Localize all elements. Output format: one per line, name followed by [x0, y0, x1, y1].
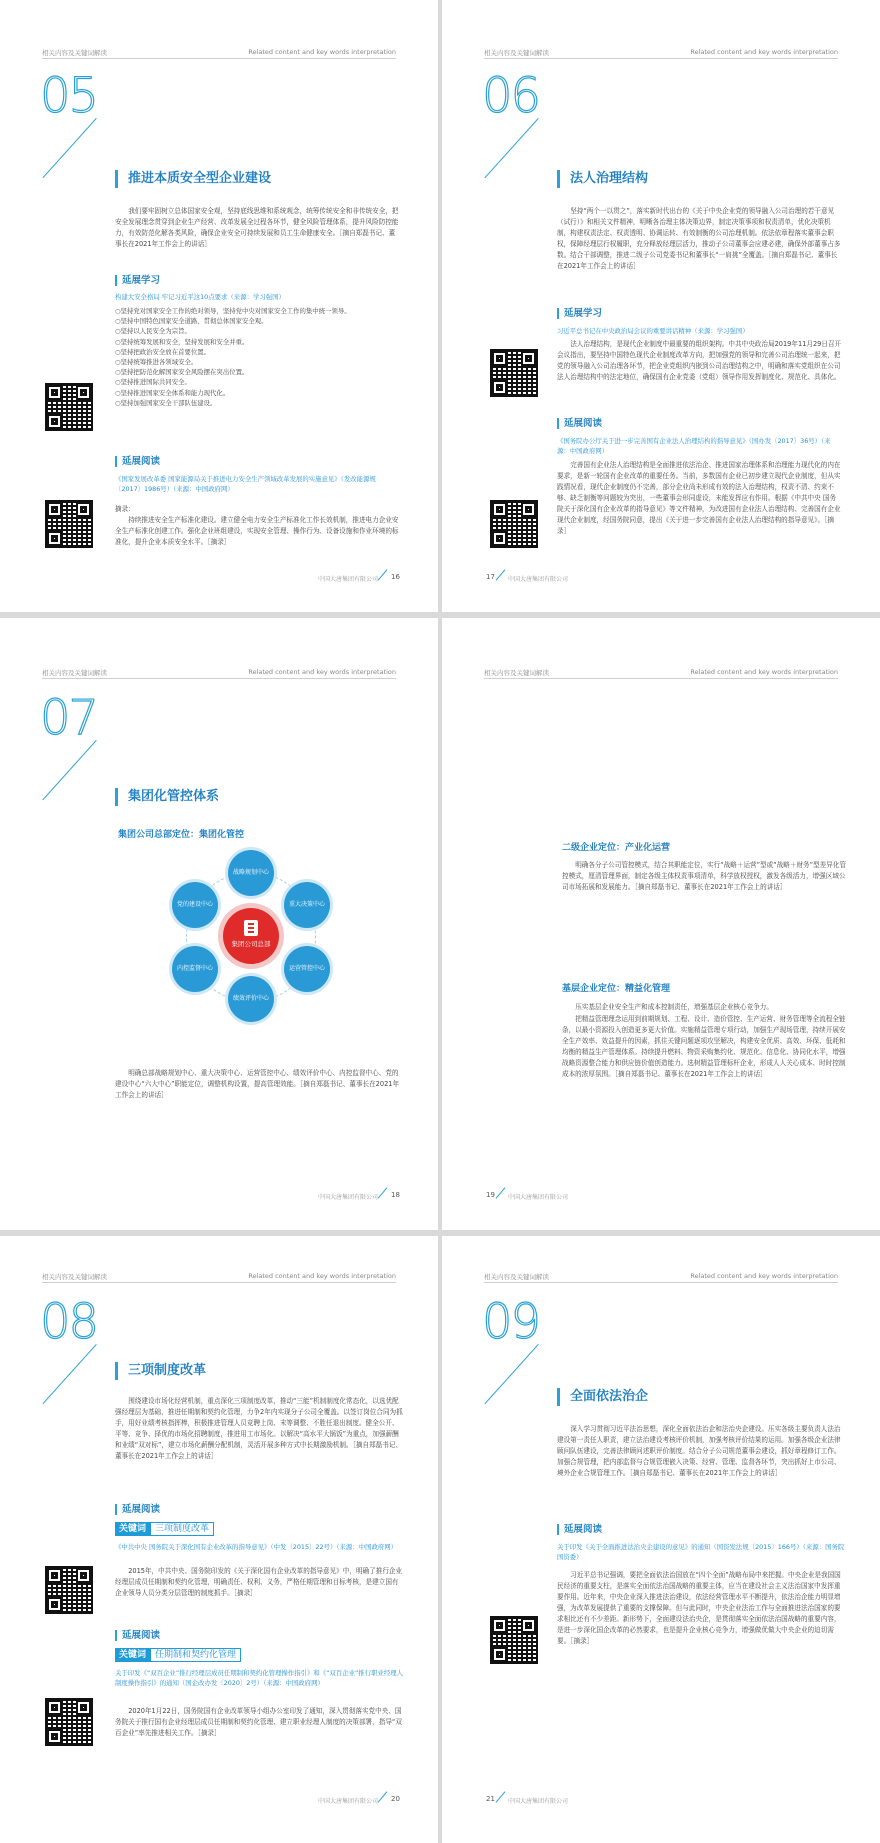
node-supervision [172, 946, 218, 992]
excerpt-label: 摘录： [115, 505, 135, 513]
secondary-text: 明确各分子公司管控模式，结合其职能定位，实行“战略＋运营”型或“战略＋财务”型差异化管控模式，厘清管理界面，制定各级主体权责事项清单，科学放权授权，激发各级活力，增强区域公司市场拓展和发展能力。［摘自郑磊书记、董事长在2021年工作会上的讲话］ [562, 861, 847, 891]
source-link[interactable]: 关于印发《关于全面推进法治央企建设的意见》的通知（国资发法规〔2015〕166号）（来源：国务院国资委） [557, 1543, 845, 1561]
qr-code[interactable] [45, 1698, 93, 1746]
page-header [42, 668, 396, 679]
chapter-number: 07 [40, 690, 98, 746]
list-item: ○坚持推进国际共同安全。 [115, 378, 191, 387]
section-heading-reading-2: 延展阅读 [115, 1630, 160, 1641]
header-left: 相关内容及关键词解读 [484, 1273, 549, 1281]
page-header [42, 48, 396, 59]
qr-code[interactable] [45, 500, 93, 548]
section-heading-study: 延展学习 [115, 275, 160, 286]
qr-code[interactable] [45, 383, 93, 431]
page-number: 17 [486, 573, 495, 581]
header-right: Related content and key words interpretation [690, 1272, 838, 1280]
page-number: 20 [391, 1795, 400, 1803]
list-item: ○坚持党对国家安全工作的绝对领导，坚持党中央对国家安全工作的集中统一领导。 [115, 307, 351, 315]
basic-text-b: 把精益管理理念运用到前期规划、工程、设计、造价管控、生产运营、财务管理等全流程全链条，以最小资源投入创造更多更大价值。实施精益管理专项行动，加强生产现场管理，持续开展安全生产效率、效益提升的因素，抓住关键问题逐项攻坚解决，构建安全优质、高效、环保、低耗和均衡的精益生产管理体系。持续提升燃料、物资采购集约化、规范化、信息化、协同化水平，增强战略资源整合能力和供应链价值创造能力。选树精益管理标杆企业，形成人人关心成本、时时控制成本的浓厚氛围。［摘自郑磊书记、董事长在2021年工作会上的讲话］ [562, 1015, 846, 1078]
node-label: 战略规划中心 [232, 869, 269, 876]
reading-text-1: 2015年，中共中央、国务院印发的《关于深化国有企业改革的指导意见》中，明确了推行企业经理层成员任期制和契约化管理，明确责任、权利、义务，严格任期管理和目标考核，是建立国有企业领导人员分类分层管理的制度抓手。［摘录］ [115, 1567, 403, 1597]
page-number: 19 [486, 1191, 495, 1199]
page-number: 18 [391, 1191, 400, 1199]
page-number: 16 [391, 573, 400, 581]
node-operation [284, 946, 330, 992]
keyword-tag: 关键词 [115, 1522, 150, 1536]
center-label: 集团公司总部 [231, 940, 271, 948]
footer-company: 中国大唐集团有限公司 [318, 1798, 379, 1805]
qr-code[interactable] [490, 1616, 538, 1664]
sub-heading-secondary: 二级企业定位：产业化运营 [562, 843, 671, 853]
source-link-2[interactable]: 关于印发《“双百企业”推行经理层成员任期制和契约化管理操作指引》和《“双百企业”推行职业经理人制度操作指引》的通知（国企改办发〔2020〕2号）（来源：中国政府网） [115, 1669, 404, 1687]
decor-slash [42, 740, 96, 800]
footer-company: 中国大唐集团有限公司 [318, 576, 379, 583]
page-number: 21 [486, 1795, 495, 1803]
sub-heading-basic: 基层企业定位：精益化管理 [562, 984, 671, 994]
node-label: 党的建设中心 [176, 901, 213, 908]
page-title: 三项制度改革 [115, 1362, 206, 1380]
header-left: 相关内容及关键词解读 [42, 49, 107, 57]
keyword-badge-2 [115, 1648, 241, 1662]
chapter-number: 08 [40, 1294, 98, 1350]
page-slash [378, 1187, 388, 1198]
source-link-study[interactable]: 构建大安全格局 牢记习近平这10点要求（来源：学习强国） [115, 293, 285, 301]
list-item: ○坚持加强国家安全干部队伍建设。 [115, 398, 217, 407]
section-heading-study: 延展学习 [557, 308, 602, 319]
qr-code[interactable] [490, 500, 538, 548]
list-item: ○坚持统筹推进各领域安全。 [115, 358, 198, 367]
list-item: ○坚持中国特色国家安全道路，贯彻总体国家安全观。 [115, 317, 268, 326]
page-header [42, 1272, 396, 1283]
node-party [172, 882, 218, 928]
header-left: 相关内容及关键词解读 [484, 669, 549, 677]
list-item: ○坚持把政治安全放在首要位置。 [115, 347, 211, 356]
keyword-text: 三项制度改革 [150, 1522, 214, 1536]
building-icon [244, 920, 258, 936]
chapter-number: 05 [40, 68, 98, 124]
page-17 [442, 0, 880, 612]
excerpt-text: 持续推进安全生产标准化建设。建立健全电力安全生产标准化工作长效机制，推进电力企业安全生产标准化创建工作。强化企业班组建设，实现安全管理、操作行为、设备设施和作业环境的标准化，提升企业本质安全水平。［摘录］ [115, 516, 399, 546]
header-right: Related content and key words interpretation [248, 668, 396, 676]
node-evaluation [228, 976, 274, 1022]
keyword-badge-1 [115, 1522, 214, 1536]
page-header [484, 48, 838, 59]
page-slash [378, 1791, 388, 1802]
body-text: 明确总部战略规划中心、重大决策中心、运营管控中心、绩效评价中心、内控监督中心、党的建设中心“六大中心”职能定位，调整机构设置，提高管理效能。［摘自郑磊书记、董事长在2021年工作会上的讲话］ [115, 1069, 400, 1099]
header-right: Related content and key words interpretation [248, 1272, 396, 1280]
chapter-number: 09 [482, 1294, 540, 1350]
node-label: 重大决策中心 [288, 901, 325, 908]
list-item: ○坚持把防范化解国家安全风险摆在突出位置。 [115, 368, 249, 377]
source-link-study[interactable]: 习近平总书记在中央政治局会议的重要讲话精神（来源：学习强国） [557, 327, 749, 335]
reading-text-2: 2020年1月22日，国务院国有企业改革领导小组办公室印发了通知，深入贯彻落实党中央、国务院关于推行国有企业经理层成员任期制和契约化管理、建立职业经理人制度的决策部署，指导“双百企业”率先推进相关工作。［摘录］ [115, 1707, 402, 1737]
qr-code[interactable] [490, 349, 538, 397]
list-item: ○坚持统筹发展和安全，坚持发展和安全并重。 [115, 337, 249, 346]
decor-slash [42, 1344, 96, 1404]
basic-text-a: 压实基层企业安全生产和成本控制责任，增强基层企业核心竞争力。 [575, 1003, 773, 1011]
page-title: 全面依法治企 [557, 1388, 648, 1406]
node-label: 绩效评价中心 [232, 995, 269, 1002]
decor-slash [484, 1344, 538, 1404]
node-strategy [228, 850, 274, 896]
page-title: 集团化管控体系 [115, 788, 219, 806]
list-item: ○坚持推进国家安全体系和能力现代化。 [115, 388, 230, 397]
source-link-reading[interactable]: 《国家发展改革委 国家能源局关于推进电力安全生产领域改革发展的实施意见》（发改能源规〔2017〕1986号）（来源：中国政府网） [115, 475, 376, 493]
header-left: 相关内容及关键词解读 [484, 49, 549, 57]
page-slash [496, 1791, 506, 1802]
footer-company: 中国大唐集团有限公司 [508, 1798, 569, 1805]
node-decision [284, 882, 330, 928]
decor-slash [42, 118, 96, 178]
page-16 [0, 0, 438, 612]
footer-company: 中国大唐集团有限公司 [508, 576, 569, 583]
node-label: 内控监督中心 [176, 965, 213, 972]
section-heading-reading: 延展阅读 [557, 418, 602, 429]
intro-text: 坚持“两个一以贯之”，落实新时代出台的《关于中央企业党的领导融入公司治理的若干意见（试行）》和相关文件精神，明晰各治理主体决策边界，制定决策事项和权责清单，优化决策机制，构建权责法定、权责透明、协调运转、有效制衡的公司治理机制。依法依章程落实董事会职权，保障经理层行权履职，充分释放经理层活力，推动子公司董事会应建必建，确保外部董事占多数。结合干部调整，推进二级子公司党委书记和董事长“一肩挑”全覆盖。［摘自郑磊书记、董事长在2021年工作会上的讲话］ [557, 207, 841, 270]
requirements-list [115, 306, 400, 408]
page-slash [378, 569, 388, 580]
header-left: 相关内容及关键词解读 [42, 1273, 107, 1281]
intro-text: 我们要牢固树立总体国家安全观，坚持底线思维和系统观念，统筹传统安全和非传统安全，把安全发展理念贯穿到企业生产经营、改革发展全过程各环节，健全风险管理体系，提升风险防控能力，有效防范化解各类风险，确保企业安全可持续发展和员工生命健康安全。［摘自郑磊书记、董事长在2021年工作会上的讲话］ [115, 207, 399, 248]
qr-code[interactable] [45, 1566, 93, 1614]
center-hq [223, 908, 279, 964]
intro-text: 深入学习贯彻习近平法治思想，深化全面依法治企和法治央企建设。压实各级主要负责人法治建设第一责任人职责，建立法治建设考核评价机制，加强考核评价结果的运用。加强各级企业法律顾问队伍建设，完善法律顾问述职评价制度。结合分子公司规范董事会建设，抓好章程修订工作。加强合规管理，把内部监督与合规管理嵌入决策、经营、管理、监督各环节，突出抓好上市公司、境外企业合规管理工作。［摘自郑磊书记、董事长在2021年工作会上的讲话］ [557, 1425, 841, 1477]
page-slash [496, 1187, 506, 1198]
keyword-text: 任期制和契约化管理 [150, 1648, 241, 1662]
page-21 [442, 1236, 880, 1843]
page-slash [496, 569, 506, 580]
page-18 [0, 618, 438, 1230]
header-right: Related content and key words interpretation [690, 668, 838, 676]
intro-text: 围绕建设市场化经营机制，重点深化三项制度改革，推动“三能”机制制度化常态化，以选优配强经理层为基础，推进任期制和契约化管理，力争2年内实现分子公司全覆盖。以签订岗位合同为抓手，用好业绩考核指挥棒，积极推进管理人员竞聘上岗、末等调整、不胜任退出制度。健全公开、平等、竞争、择优的市场化招聘制度，推进用工市场化。以解决“高水平大锅饭”为重点，加强薪酬和业绩“双对标”，建立市场化薪酬分配机制，灵活开展多种方式中长期激励机制。［摘自郑磊书记、董事长在2021年工作会上的讲话］ [115, 1397, 403, 1460]
reading-text: 完善国有企业法人治理结构是全面推进依法治企、推进国家治理体系和治理能力现代化的内在要求，是新一轮国有企业改革的重要任务。当前，多数国有企业已初步建立现代企业制度，但从实践情况看，现代企业制度仍不完善，部分企业尚未形成有效的法人治理结构，权责不清、约束不够、缺乏制衡等问题较为突出，一些董事会形同虚设，未能发挥应有作用。根据《中共中央 国务院关于深化国有企业改革的指导意见》等文件精神，为改进国有企业法人治理结构、完善国有企业现代企业制度，经国务院同意，提出《关于进一步完善国有企业法人治理结构的指导意见》。［摘录］ [557, 461, 841, 535]
footer-company: 中国大唐集团有限公司 [508, 1194, 569, 1201]
keyword-tag: 关键词 [115, 1648, 150, 1662]
source-link-reading[interactable]: 《国务院办公厅关于进一步完善国有企业法人治理结构的指导意见》（国办发〔2017〕36号）（来源：中国政府网） [557, 437, 831, 455]
node-label: 运营管控中心 [288, 965, 325, 972]
study-text: 法人治理结构，是现代企业制度中最重要的组织架构。中共中央政治局2019年11月29日召开会议指出，要坚持中国特色现代企业制度改革方向，把加强党的领导和完善公司治理统一起来，把党的领导融入公司治理各环节，把企业党组织内嵌到公司治理结构之中，明确和落实党组织在公司法人治理结构中的法定地位，确保国有企业党委（党组）领导作用发挥制度化、规范化、具体化。 [557, 340, 842, 381]
page-header [484, 1272, 838, 1283]
header-left: 相关内容及关键词解读 [42, 669, 107, 677]
chapter-number: 06 [482, 68, 540, 124]
decor-slash [484, 118, 538, 178]
source-link-1[interactable]: 《中共中央 国务院关于深化国有企业改革的指导意见》（中发〔2015〕22号）（来源：中国政府网） [115, 1543, 398, 1551]
page-19 [442, 618, 880, 1230]
header-right: Related content and key words interpretation [248, 48, 396, 56]
footer-company: 中国大唐集团有限公司 [318, 1194, 379, 1201]
list-item: ○坚持以人民安全为宗旨。 [115, 327, 191, 336]
page-title: 推进本质安全型企业建设 [115, 170, 271, 188]
section-heading-reading-1: 延展阅读 [115, 1504, 160, 1515]
page-title: 法人治理结构 [557, 170, 648, 188]
header-right: Related content and key words interpretation [690, 48, 838, 56]
page-header [484, 668, 838, 679]
section-heading-reading: 延展阅读 [115, 456, 160, 467]
group-control-diagram [166, 850, 336, 1022]
sub-heading: 集团公司总部定位：集团化管控 [118, 830, 245, 840]
section-heading-reading: 延展阅读 [557, 1524, 602, 1535]
page-20 [0, 1236, 438, 1843]
reading-text: 习近平总书记强调，要把全面依法治国放在“四个全面”战略布局中来把握。中央企业是我国国民经济的重要支柱，是落实全面依法治国战略的重要主体，应当在建设社会主义法治国家中发挥重要作用。近年来，中央企业深入推进法治建设，依法经营管理水平不断提升，依法治企能力明显增强，为改革发展提供了重要的支撑保障。但与此同时，中央企业法治工作与全面推进法治国家的要求相比还有不少差距。新形势下，全面建设法治央企，是贯彻落实全面依法治国战略的重要内容，是进一步深化国企改革的必然要求，也是提升企业核心竞争力，增强做优做大中央企业的迫切需要。［摘录］ [557, 1571, 841, 1645]
